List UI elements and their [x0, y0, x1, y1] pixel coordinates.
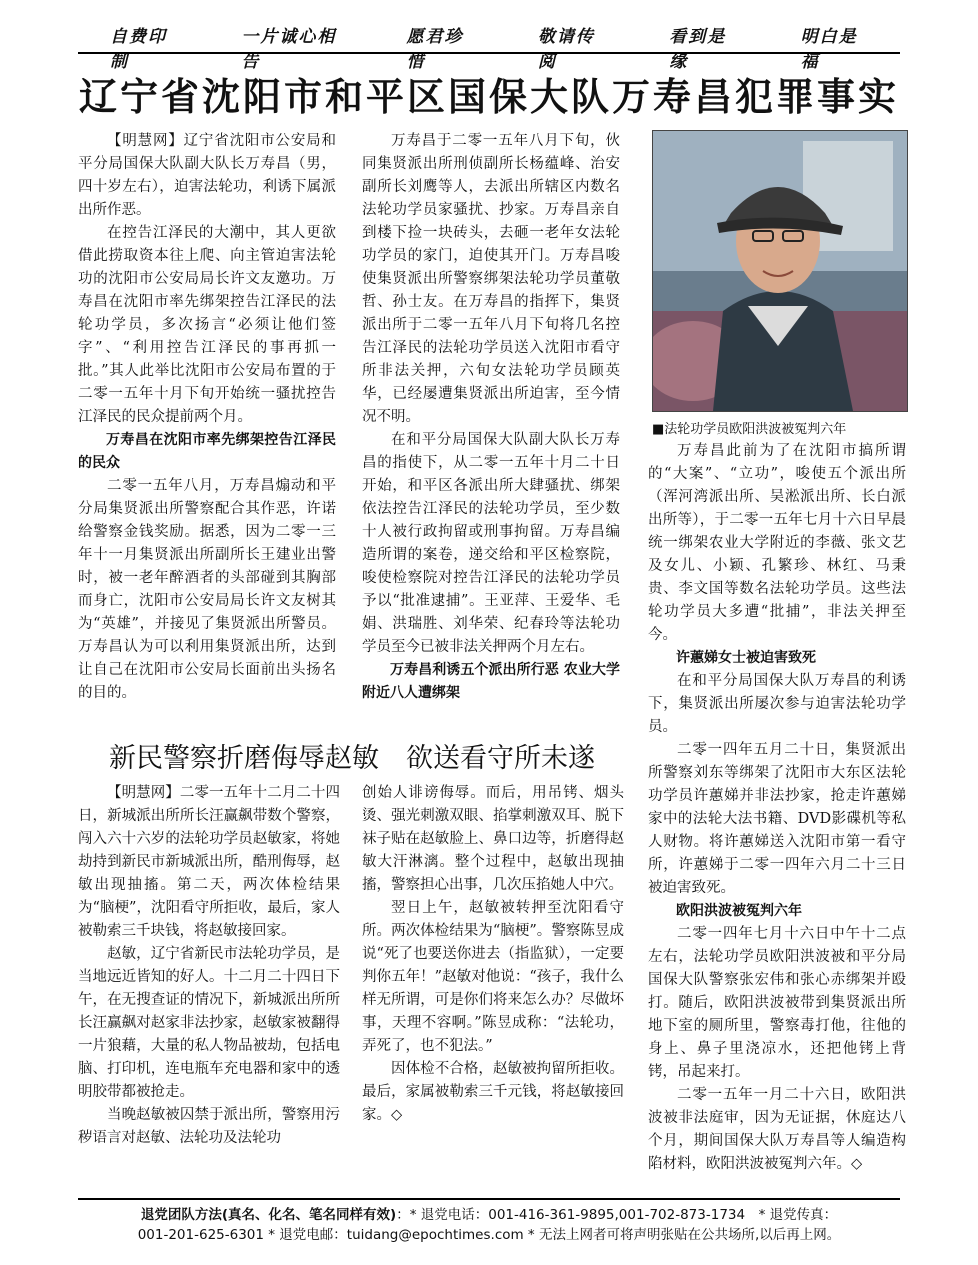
footer — [78, 1205, 900, 1245]
paragraph: 翌日上午，赵敏被转押至沈阳看守所。两次体检结果为“脑梗”。警察陈昱成说“死了也要送你进去（指监狱），一定要判你五年！”赵敏对他说：“孩子，我什么样无所谓，可是你们将来怎么办？尽做坏事，天理不容啊。”陈昱成称：“法轮功，弄死了，也不犯法。” — [362, 900, 624, 1054]
article2-title: 新民警察折磨侮辱赵敏 欲送看守所未遂 — [109, 743, 595, 774]
article1-column3 — [648, 440, 906, 1176]
slogan: 愿君珍惜 — [406, 27, 464, 72]
article1-column1 — [78, 130, 336, 705]
paragraph: 万寿昌于二零一五年八月下旬，伙同集贤派出所刑侦副所长杨蕴峰、治安副所长刘鹰等人，去派出所辖区内数名法轮功学员家骚扰、抄家。万寿昌亲自到楼下捡一块砖头，去砸一老年女法轮功学员的家门，迫使其开门。万寿昌唆使集贤派出所警察绑架法轮功学员董敬哲、孙士友。在万寿昌的指挥下，集贤派出所于二零一五年八月下旬将几名控告江泽民的法轮功学员送入沈阳市看守所非法关押，六旬女法轮功学员顾英华，已经屡遭集贤派出所迫害，至今情况不明。 — [362, 133, 620, 425]
paragraph: 当晚赵敏被囚禁于派出所，警察用污秽语言对赵敏、法轮功及法轮功 — [78, 1107, 340, 1146]
slogan: 看到是缘 — [669, 27, 727, 72]
paragraph: 二零一四年七月十六日中午十二点左右，法轮功学员欧阳洪波被和平分局国保大队警察张宏伟和张心赤绑架并殴打。随后，欧阳洪波被带到集贤派出所地下室的厕所里，警察毒打他，往他的身上、鼻子里浇凉水，还把他铐上背铐，吊起来打。 — [648, 926, 906, 1080]
paragraph: 二零一四年五月二十日，集贤派出所警察刘东等绑架了沈阳市大东区法轮功学员许蕙娣并非法抄家，抢走许蕙娣家中的法轮大法书籍、DVD影碟机等私人财物。将许蕙娣送入沈阳市第一看守所，许蕙娣于二零一四年六月二十三日被迫害致死。 — [648, 742, 906, 896]
footer-line1 — [78, 1205, 900, 1225]
paragraph: 在和平分局国保大队万寿昌的利诱下，集贤派出所屡次参与迫害法轮功学员。 — [648, 673, 906, 735]
footer-line2: 001-201-625-6301 * 退党电邮：tuidang@epochtimes.com * 无法上网者可将声明张贴在公共场所,以后再上网。 — [137, 1227, 841, 1243]
paragraph: 在控告江泽民的大潮中，其人更欲借此捞取资本往上爬、向主管迫害法轮功的沈阳市公安局局长许文友邀功。万寿昌在沈阳市率先绑架控告江泽民的法轮功学员，多次扬言“必须让他们签字”、“利用控告江泽民的事再抓一批。”其人此举比沈阳市公安局布置的于二零一五年十月下旬开始统一骚扰控告江泽民的民众提前两个月。 — [78, 225, 336, 425]
portrait-photo-illustration — [653, 131, 907, 411]
slogan: 一片诚心相告 — [241, 27, 337, 72]
paragraph: 二零一五年八月，万寿昌煽动和平分局集贤派出所警察配合其作恶，许诺给警察金钱奖励。据悉，因为二零一三年十一月集贤派出所副所长王建业出警时，被一老年醉酒者的头部碰到其胸部而身亡，沈阳市公安局局长许文友树其为“英雄”，并接见了集贤派出所警员。万寿昌认为可以利用集贤派出所，达到让自己在沈阳市公安局长面前出头扬名的目的。 — [78, 478, 336, 701]
slogan: 敬请传阅 — [537, 27, 595, 72]
paragraph: 因体检不合格，赵敏被拘留所拒收。最后，家属被勒索三千元钱，将赵敏接回家。◇ — [362, 1061, 624, 1123]
top-rule — [78, 52, 900, 54]
paragraph: 万寿昌此前为了在沈阳市搞所谓的“大案”、“立功”，唆使五个派出所（浑河湾派出所、吴淞派出所、长白派出所等），于二零一五年七月十六日早晨统一绑架农业大学附近的李薇、张文艺及女儿、小颖、孔繁珍、林红、马秉贵、李文国等数名法轮功学员。这些法轮功学员大多遭“批捕”，非法关押至今。 — [648, 443, 906, 643]
paragraph: 二零一五年一月二十六日，欧阳洪波被非法庭审，因为无证据，休庭达八个月，期间国保大队万寿昌等人编造构陷材料，欧阳洪波被冤判六年。◇ — [648, 1087, 906, 1172]
article2-column2 — [362, 782, 624, 1127]
article1-column2 — [362, 130, 620, 705]
footer-contact: ：* 退党电话：001-416-361-9895,001-702-873-1734 * 退党传真： — [396, 1207, 838, 1223]
paragraph: 【明慧网】辽宁省沈阳市公安局和平分局国保大队副大队长万寿昌（男，四十岁左右），迫害法轮功，利诱下属派出所作恶。 — [78, 133, 336, 218]
paragraph: 创始人诽谤侮辱。而后，用吊铐、烟头烫、强光刺激双眼、掐掌刺激双耳、脱下袜子贴在赵敏脸上、鼻口边等，折磨得赵敏大汗淋漓。整个过程中，赵敏出现抽搐，警察担心出事，几次压掐她人中穴。 — [362, 785, 624, 893]
paragraph: 在和平分局国保大队副大队长万寿昌的指使下，从二零一五年十月二十日开始，和平区各派出所大肆骚扰、绑架依法控告江泽民的法轮功学员，至少数十人被行政拘留或刑事拘留。万寿昌编造所谓的案卷，递交给和平区检察院，唆使检察院对控告江泽民的法轮功学员予以“批准逮捕”。王亚萍、王爱华、毛娟、洪瑞胜、刘华荣、纪春玲等法轮功学员至今已被非法关押两个月左右。 — [362, 432, 620, 655]
slogan: 明白是福 — [800, 27, 858, 72]
page-title: 辽宁省沈阳市和平区国保大队万寿昌犯罪事实 — [78, 75, 899, 119]
footer-label: 退党团队方法(真名、化名、笔名同样有效) — [140, 1207, 397, 1223]
subheading: 万寿昌在沈阳市率先绑架控告江泽民的民众 — [78, 432, 336, 471]
subheading: 许蕙娣女士被迫害致死 — [676, 650, 816, 666]
slogan-bar — [78, 22, 900, 72]
paragraph: 【明慧网】二零一五年十二月二十四日，新城派出所所长汪赢飙带数个警察，闯入六十六岁的法轮功学员赵敏家，将她劫持到新民市新城派出所，酷刑侮辱，赵敏出现抽搐。第二天，两次体检结果为“脑梗”，沈阳看守所拒收，最后，家人被勒索三千块钱，将赵敏接回家。 — [78, 785, 340, 939]
subheading: 万寿昌利诱五个派出所行恶 农业大学附近八人遭绑架 — [362, 662, 620, 701]
paragraph: 赵敏，辽宁省新民市法轮功学员，是当地远近皆知的好人。十二月二十四日下午，在无搜查证的情况下，新城派出所所长汪赢飙对赵家非法抄家，赵敏家被翻得一片狼藉，大量的私人物品被劫，包括电脑、打印机，连电瓶车充电器和家中的透明胶带都被抢走。 — [78, 946, 340, 1100]
portrait-photo — [652, 130, 908, 412]
slogan: 自费印制 — [110, 27, 167, 72]
bottom-rule — [78, 1198, 900, 1200]
photo-caption: ■法轮功学员欧阳洪波被冤判六年 — [652, 422, 847, 437]
article2-column1 — [78, 782, 340, 1150]
subheading: 欧阳洪波被冤判六年 — [676, 903, 802, 919]
